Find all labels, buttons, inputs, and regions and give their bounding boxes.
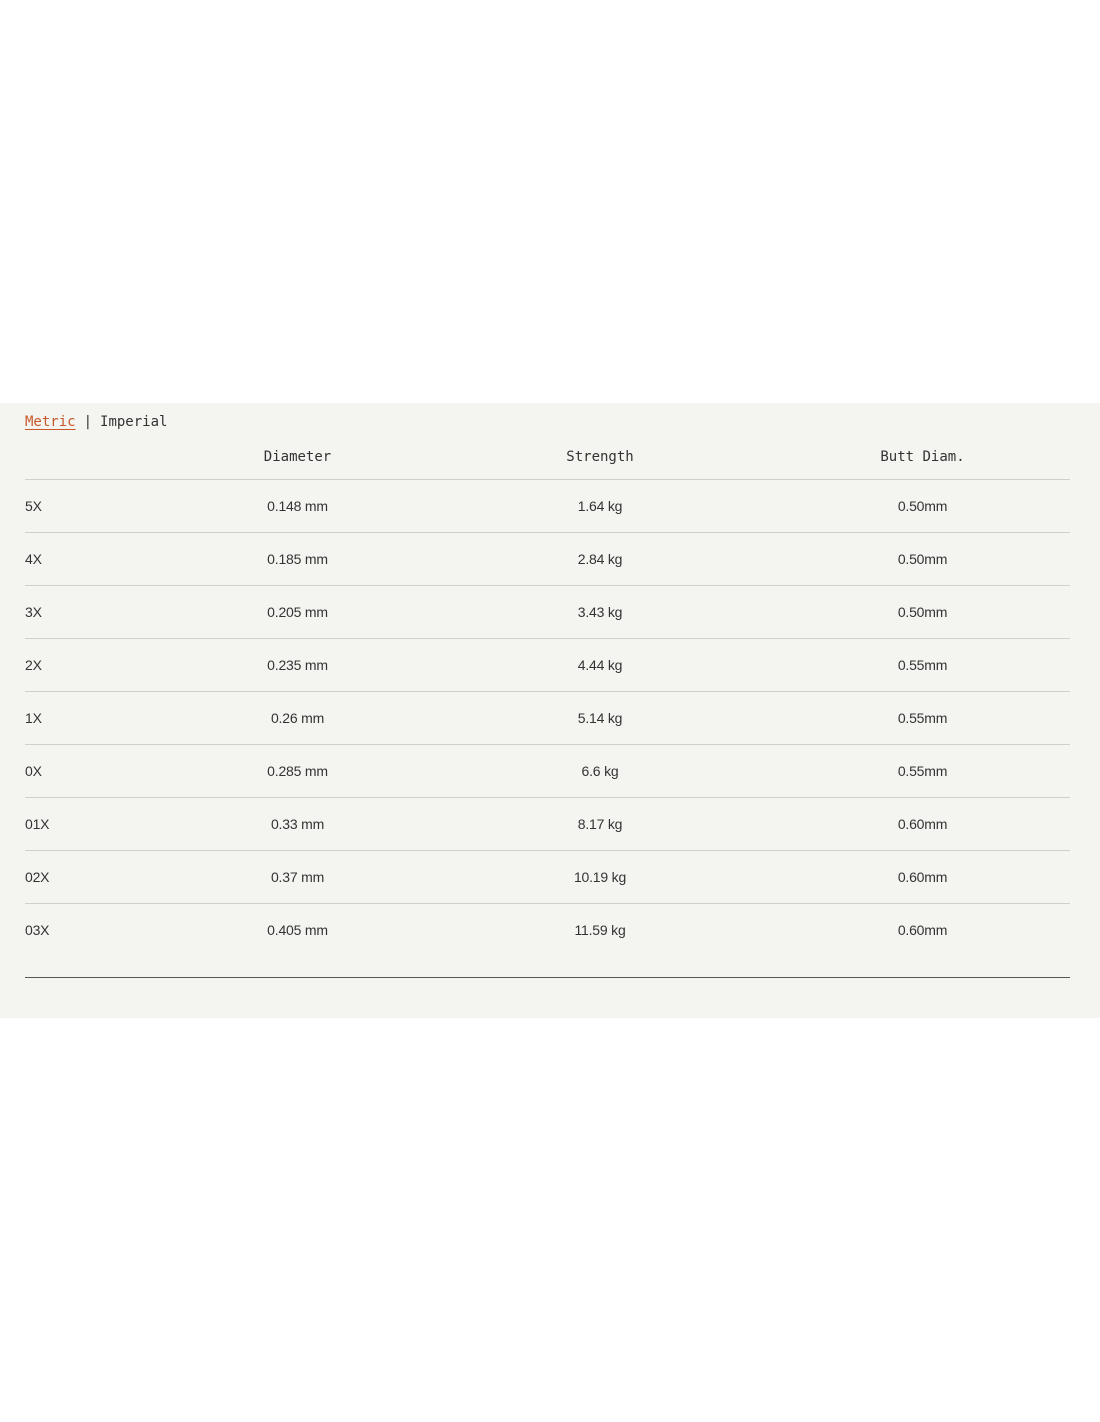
table-row xyxy=(25,851,1070,904)
cell-diameter: 0.26 mm xyxy=(170,692,425,745)
cell-strength: 1.64 kg xyxy=(425,480,775,533)
cell-strength: 10.19 kg xyxy=(425,851,775,904)
cell-diameter: 0.37 mm xyxy=(170,851,425,904)
cell-diameter: 0.205 mm xyxy=(170,586,425,639)
table-row xyxy=(25,904,1070,957)
cell-size: 01X xyxy=(25,798,170,851)
cell-size: 3X xyxy=(25,586,170,639)
cell-strength: 8.17 kg xyxy=(425,798,775,851)
cell-diameter: 0.33 mm xyxy=(170,798,425,851)
table-row xyxy=(25,533,1070,586)
table-row xyxy=(25,745,1070,798)
cell-size: 03X xyxy=(25,922,50,938)
table-row xyxy=(25,798,1070,851)
cell-strength: 5.14 kg xyxy=(425,692,775,745)
cell-diameter: 0.148 mm xyxy=(170,480,425,533)
cell-size: 5X xyxy=(25,480,170,533)
cell-size: 4X xyxy=(25,533,170,586)
table-row xyxy=(25,480,1070,533)
header-diameter: Diameter xyxy=(170,435,425,480)
cell-diameter: 0.285 mm xyxy=(170,745,425,798)
cell-butt-diameter: 0.50mm xyxy=(775,480,1070,533)
cell-butt-diameter: 0.60mm xyxy=(775,851,1070,904)
cell-diameter: 0.185 mm xyxy=(170,533,425,586)
cell-diameter: 0.405 mm xyxy=(267,922,328,938)
metric-tab[interactable]: Metric xyxy=(25,414,76,430)
cell-size: 0X xyxy=(25,745,170,798)
cell-butt-diameter: 0.55mm xyxy=(775,745,1070,798)
table-header-row xyxy=(25,435,1070,480)
header-butt-diameter: Butt Diam. xyxy=(775,435,1070,480)
cell-butt-diameter: 0.55mm xyxy=(775,639,1070,692)
table-row xyxy=(25,586,1070,639)
cell-strength: 4.44 kg xyxy=(425,639,775,692)
cell-size: 2X xyxy=(25,639,170,692)
cell-strength: 3.43 kg xyxy=(425,586,775,639)
spec-table xyxy=(25,435,1070,956)
unit-toggle xyxy=(25,411,167,433)
table-row xyxy=(25,692,1070,745)
cell-butt-diameter: 0.60mm xyxy=(775,798,1070,851)
unit-separator: | xyxy=(83,414,93,430)
table-bottom-divider xyxy=(25,977,1070,978)
cell-size: 02X xyxy=(25,851,170,904)
cell-butt-diameter: 0.60mm xyxy=(897,922,948,938)
cell-butt-diameter: 0.50mm xyxy=(775,586,1070,639)
cell-diameter: 0.235 mm xyxy=(170,639,425,692)
header-strength: Strength xyxy=(425,435,775,480)
cell-strength: 2.84 kg xyxy=(425,533,775,586)
cell-size: 1X xyxy=(25,692,170,745)
cell-strength: 6.6 kg xyxy=(425,745,775,798)
cell-strength: 11.59 kg xyxy=(574,922,626,938)
cell-butt-diameter: 0.55mm xyxy=(775,692,1070,745)
header-size xyxy=(25,435,170,480)
cell-butt-diameter: 0.50mm xyxy=(775,533,1070,586)
table-row xyxy=(25,639,1070,692)
imperial-tab[interactable]: Imperial xyxy=(100,414,168,430)
